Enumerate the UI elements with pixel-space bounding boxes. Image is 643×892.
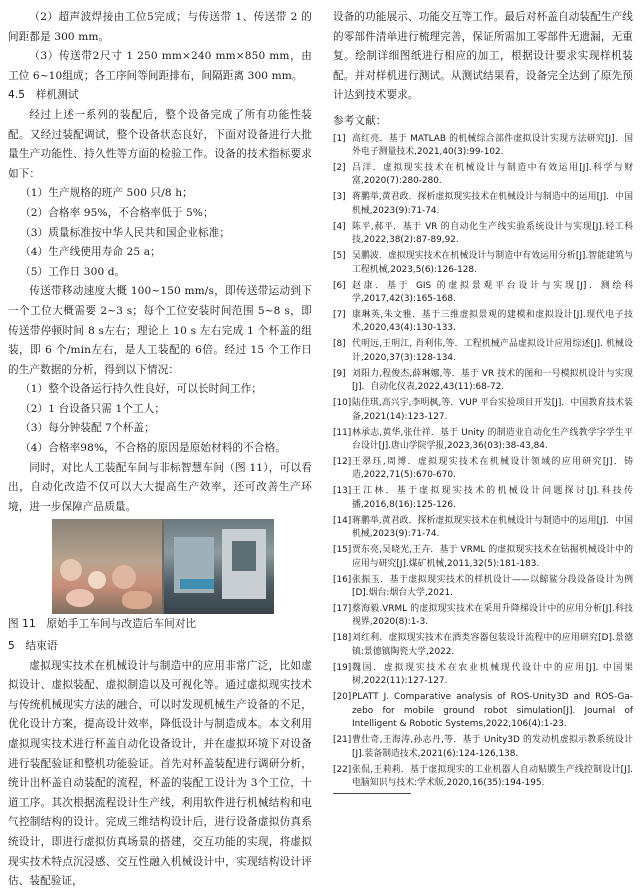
right-column bbox=[333, 8, 633, 794]
reference-item bbox=[333, 309, 633, 336]
paragraph: （4）合格率98%，不合格的原因是原始材料的不合格。 bbox=[20, 442, 286, 455]
reference-item bbox=[333, 221, 633, 248]
paragraph: 设备的功能展示、功能交互等工作。最后对杯盖自动装配生产线的零部件清单进行梳理完善，保证所需加工零部件无遗漏，无重复。绘制详细图纸进行相应的加工，根据设计要求实现样机装配。并对样机进行测试。从测试结果看，设备完全达到了原先预计达到技术要求。 bbox=[333, 11, 633, 102]
reference-item bbox=[333, 250, 633, 277]
section-heading: 4.5 样机测试 bbox=[8, 89, 79, 102]
reference-text: 曹仕奇,王海涛,孙志丹,等．基于 Unity3D 的发动机虚拟示教系统设计[J].装备制造技术,2021(6):124-126,138. bbox=[352, 735, 633, 759]
reference-text: 林承志,黄华,张仕祥．基于 Unity 的制造业自动化生产线教学字学生平台设计[J].唐山学院学报,2023,36(03):38-43,84. bbox=[352, 427, 633, 452]
reference-number: [20] bbox=[333, 692, 352, 703]
reference-number: [16] bbox=[333, 574, 352, 585]
reference-text: 吕洋．虚拟现实技术在机械设计与制造中有效运用[J].科学与财富,2020(7):280-280. bbox=[352, 162, 633, 187]
reference-text: 张侃,王莉莉．基于虚拟现实的工业机器人自动贴膜生产线控制设计[J]. 电脑知识与技术:学术版,2020,16(35):194-195. bbox=[352, 764, 633, 788]
paragraph: （5）工作日 300 d。 bbox=[20, 265, 126, 278]
reference-text: 王江林．基于虚拟现实技术的机械设计问题探讨[J].科技传播,2016,8(16):125-126. bbox=[352, 486, 633, 510]
paragraph: （2）超声波焊接由工位5完成；与传送带 1、传送带 2 的间距都是 300 mm。 bbox=[8, 11, 312, 43]
reference-number: [19] bbox=[333, 662, 352, 673]
reference-text: 高红亮．基于 MATLAB 的机械综合部件虚拟设计实现方法研究[J]．国外电子测量技术,2021,40(3):99-102. bbox=[352, 133, 633, 157]
reference-item bbox=[333, 632, 633, 659]
end-rule bbox=[333, 793, 411, 794]
workshop-comparison-photo bbox=[52, 519, 274, 614]
reference-item bbox=[333, 427, 633, 454]
reference-item bbox=[333, 133, 633, 160]
paragraph: （3）每分钟装配 7个杯盖； bbox=[20, 422, 155, 435]
reference-item bbox=[333, 662, 633, 689]
reference-text: 王翠珏,周博．虚拟现实技术在机械设计领域的应用研究[J]．铸造,2022,71(5):670-670. bbox=[352, 457, 633, 481]
reference-item bbox=[333, 691, 633, 731]
reference-item bbox=[333, 456, 633, 483]
reference-number: [13] bbox=[333, 486, 352, 497]
reference-item bbox=[333, 574, 633, 601]
left-bottom-text bbox=[8, 637, 312, 892]
reference-number: [9] bbox=[333, 368, 346, 379]
reference-list bbox=[333, 133, 633, 791]
paragraph: （4）生产线使用寿命 25 a； bbox=[20, 246, 161, 259]
reference-item bbox=[333, 397, 633, 424]
reference-item bbox=[333, 734, 633, 761]
paragraph: 虚拟现实技术在机械设计与制造中的应用非常广泛，比如虚拟设计、虚拟装配、虚拟制造以及可视化等。通过虚拟现实技术与传统机械现实方法的融合，可以时发现机械生产设备的不足，优化设计方案，提高设计效率，降低设计与制造成本。本文利用虚拟现实技术进行杯盖自动化设备设计，并在虚拟环境下对设备进行装配验证和整机功能验证。首先对杯盖装配进行调研分析，统计出杯盖自动装配的流程，杯盖的装配工设计为 3个工位，十道工序。其次根据流程设计生产线，利用软件进行机械结构和电气控制结构的设计。完成三维结构设计后，进行设备虚拟仿真系统设计，即进行虚拟仿真场景的搭建，交互功能的实现，将虚拟现实技术特点沉浸感、交互性融入机械设计中，实现结构设计评估、装配验证， bbox=[8, 659, 312, 888]
reference-text: 魏国．虚拟现实技术在农业机械现代设计中的应用[J]. 中国果树,2022(11):127-127. bbox=[352, 662, 633, 687]
reference-text: 蔡海毅.VRML 的虚拟现实技术在采用升降梯设计中的应用分析[J].科技视界,2020(8):1-3. bbox=[352, 604, 633, 628]
paragraph: （3）传送带2尺寸 1 250 mm×240 mm×850 mm，由工位 6~10组成；各工序间等间距排布，间隔距离 300 mm。 bbox=[8, 50, 312, 82]
reference-number: [21] bbox=[333, 735, 352, 746]
reference-item bbox=[333, 280, 633, 307]
reference-item bbox=[333, 368, 633, 395]
reference-number: [15] bbox=[333, 545, 352, 556]
paragraph: 传送带移动速度大概 100~150 mm/s，即传送带运动到下一个工位大概需要 2~3 s；每个工位安装时间范围 5~8 s，即传送带停顿时间 8 s左右；理论上 10 s 左右完成 1 个杯盖的组装，即 6 个/min左右，是人工装配的 6倍。经过 15 个工作日的生产数据的分析，得到以下情况： bbox=[8, 285, 312, 376]
reference-number: [8] bbox=[333, 339, 346, 350]
paragraph: 经过上述一系列的装配后，整个设备完成了所有功能性装配。又经过装配调试，整个设备状态良好，下面对设备进行大批量生产功能性、持久性等方面的检验工作。设备的技术指标要求如下： bbox=[8, 108, 312, 180]
reference-number: [18] bbox=[333, 633, 352, 644]
reference-item bbox=[333, 515, 633, 542]
paragraph: （1）整个设备运行持久性良好，可以长时间工作； bbox=[20, 383, 263, 396]
reference-item bbox=[333, 544, 633, 571]
reference-text: 贾东亮,吴晓光,王卉．基于 VRML 的虚拟现实技术在钻掘机械设计中的应用与研究[J].煤矿机械,2011,32(5):181-183. bbox=[352, 545, 633, 569]
reference-text: 刘阳力,程俊杰,薛琳娜,等．基于 VR 技术的图和一号模拟机设计与实现[J]．自动化仪表,2022,43(11):68-72. bbox=[352, 368, 633, 393]
paragraph: （2）合格率 95%，不合格率低于 5%； bbox=[20, 206, 214, 219]
reference-text: 张振玉．基于虚拟现实技术的样机设计——以鲸鲨分段设备设计为例[D].烟台:烟台大学,2021. bbox=[352, 574, 633, 599]
right-top-text bbox=[333, 8, 633, 106]
reference-number: [11] bbox=[333, 427, 352, 438]
references-heading: 参考文献： bbox=[333, 114, 387, 127]
reference-number: [14] bbox=[333, 515, 352, 526]
paragraph: 同时，对比人工装配车间与非标智慧车间（图 11），可以看出，自动化改造不仅可以大大提高生产效率，还可改善生产环境，进一步保障产品质量。 bbox=[8, 461, 312, 513]
reference-text: 刘红利．虚拟现实技术在酒类容器包装设计流程中的应用研究[D].景德镇:景德镇陶瓷大学,2022. bbox=[352, 633, 633, 657]
reference-number: [6] bbox=[333, 280, 346, 291]
reference-number: [10] bbox=[333, 398, 352, 409]
reference-number: [1] bbox=[333, 133, 346, 144]
reference-text: 康琳英,朱文雅．基于三维虚拟景观的建模和虚拟设计[J].现代电子技术,2020,43(4):130-133. bbox=[352, 310, 633, 334]
paragraph: （1）生产规格的班产 500 只/8 h； bbox=[20, 187, 193, 200]
reference-item bbox=[333, 191, 633, 218]
reference-text: 蒋鹏举,黄君政．探析虚拟现实技术在机械设计与制造中的运用[J]．中国机械,2023(9):71-74. bbox=[352, 192, 633, 216]
reference-text: 蒋鹏举,黄君政．探析虚拟现实技术在机械设计与制造中的运用[J]．中国机械,2023(9):71-74. bbox=[352, 515, 633, 540]
paragraph: （3）质量标准按中华人民共和国企业标准； bbox=[20, 226, 231, 239]
reference-number: [2] bbox=[333, 162, 346, 173]
reference-item bbox=[333, 603, 633, 630]
reference-number: [5] bbox=[333, 251, 346, 262]
reference-item bbox=[333, 485, 633, 512]
paragraph: （2）1 台设备只需 1个工人； bbox=[20, 402, 166, 415]
reference-number: [7] bbox=[333, 310, 346, 320]
reference-text: 陆佳琪,高兴宇,李明枫,等．VUP 平台实验项目开发[J]．中国教育技术装备,2021(14):123-127. bbox=[352, 398, 633, 422]
reference-text: 陈平,郝平．基于 VR 的自动化生产线实验系统设计与实现[J].轻工科技,2022,38(2):87-89,92. bbox=[352, 221, 633, 246]
reference-text: 吴鹏波．虚拟现实技术在机械设计与制造中有效运用分析[J].智能建筑与工程机械,2023,5(6):126-128. bbox=[352, 251, 633, 275]
reference-item bbox=[333, 764, 633, 791]
reference-item bbox=[333, 162, 633, 189]
reference-text: 代明远,王明江, 肖利伟,等．工程机械产品虚拟设计应用综述[J]. 机械设计,2020,37(3):128-134. bbox=[352, 339, 633, 363]
reference-number: [17] bbox=[333, 604, 352, 615]
reference-number: [4] bbox=[333, 221, 346, 232]
left-column bbox=[8, 8, 312, 892]
reference-number: [12] bbox=[333, 457, 352, 468]
section-heading: 5 结束语 bbox=[8, 640, 58, 653]
reference-number: [22] bbox=[333, 764, 352, 775]
reference-number: [3] bbox=[333, 192, 346, 203]
left-top-text bbox=[8, 8, 312, 517]
figure-caption: 图 11 原始手工车间与改造后车间对比 bbox=[8, 618, 197, 631]
reference-text: PLATT J. Comparative analysis of ROS-Unity3D and ROS-Ga- zebo for mobile ground robot simulation[J]. Journal of Intelligent & Robotic Systems,2022,106(4):1-23. bbox=[352, 692, 633, 730]
reference-text: 赵康．基于 GIS 的虚拟景观平台设计与实现[J]．测绘科学,2017,42(3):165-168. bbox=[352, 280, 633, 304]
reference-item bbox=[333, 338, 633, 365]
